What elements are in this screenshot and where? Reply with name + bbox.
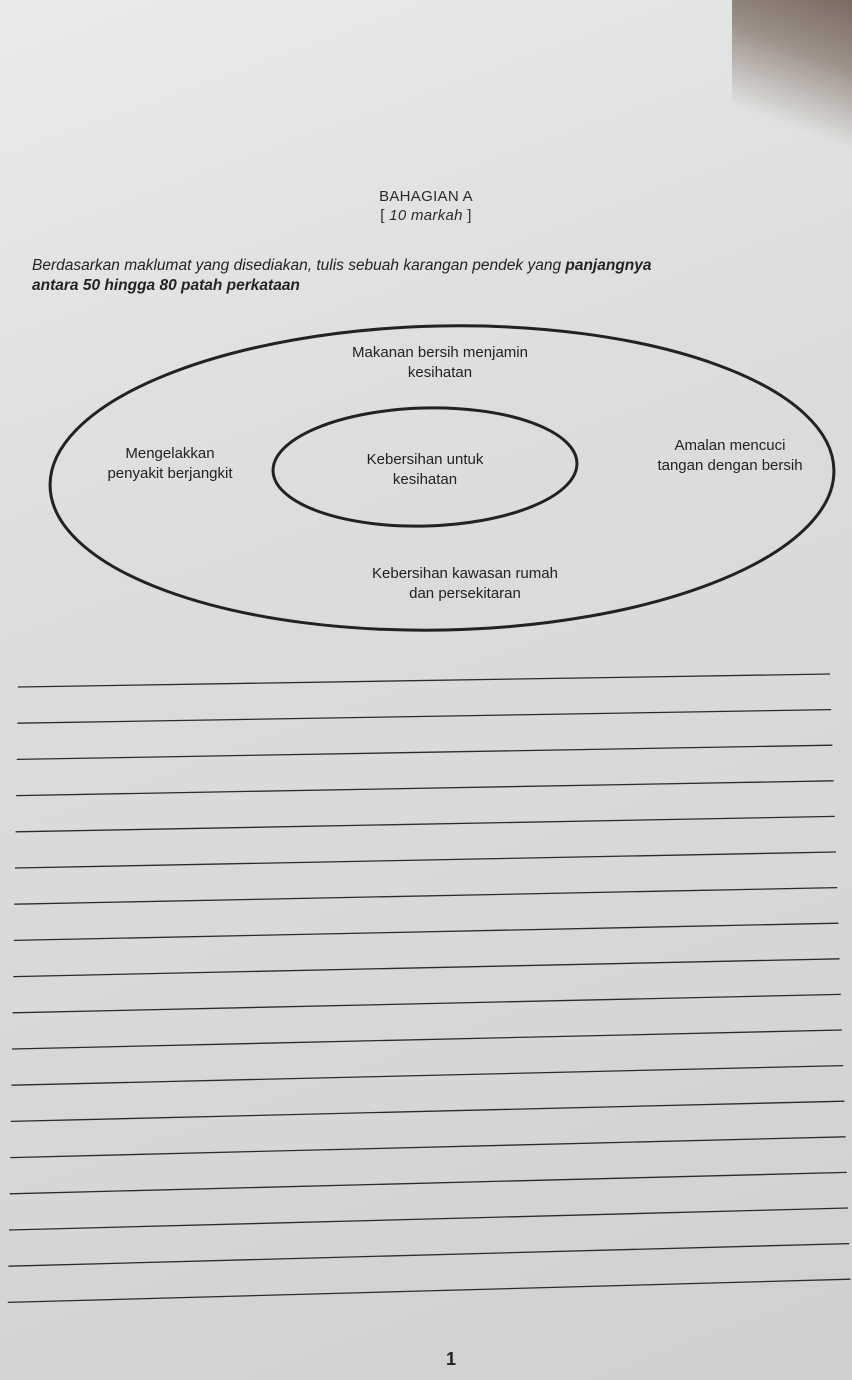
marks-label: [ 10 markah ] (380, 207, 472, 224)
answer-line (8, 1279, 851, 1302)
diagram-left-label: Mengelakkan penyakit berjangkit (107, 445, 233, 482)
answer-line (17, 710, 831, 724)
answer-lines (0, 660, 852, 1360)
diagram-bottom-label: Kebersihan kawasan rumah dan persekitaran (372, 565, 558, 602)
answer-line (12, 1030, 842, 1049)
instruction-text: Berdasarkan maklumat yang disediakan, tulis sebuah karangan pendek yang panjangnya antara 50 hingga 80 patah perkataan (32, 257, 652, 294)
answer-line (15, 852, 836, 868)
diagram-center-label: Kebersihan untuk kesihatan (366, 451, 484, 488)
answer-line (14, 888, 837, 905)
answer-line (10, 1137, 845, 1158)
answer-line (13, 959, 839, 977)
answer-line (16, 816, 835, 831)
answer-line (14, 923, 839, 940)
answer-line (11, 1101, 845, 1121)
diagram-right-label: Amalan mencuci tangan dengan bersih (657, 437, 803, 474)
answer-line (17, 745, 833, 759)
answer-line (9, 1208, 848, 1230)
section-title: BAHAGIAN A (379, 188, 473, 205)
answer-line (10, 1172, 847, 1193)
diagram-top-label: Makanan bersih menjamin kesihatan (352, 344, 528, 381)
answer-line (16, 781, 833, 796)
answer-line (8, 1244, 849, 1267)
answer-line (11, 1066, 843, 1086)
page-number: 1 (446, 1349, 457, 1369)
background-corner (732, 0, 852, 170)
answer-line (18, 674, 830, 687)
answer-line (13, 994, 841, 1012)
